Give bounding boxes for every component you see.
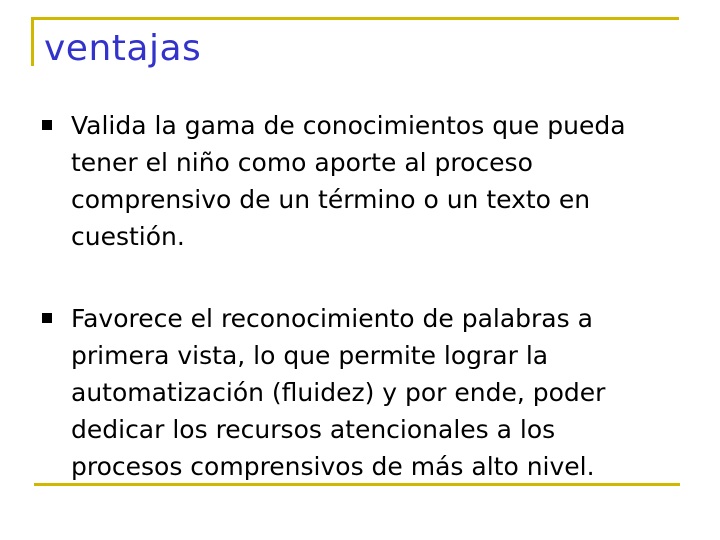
bullet-text: Favorece el reconocimiento de palabras a primera vista, lo que permite lograr la automatización (fluidez) y por ende, poder dedicar los recursos atencionales a los procesos comprensivos de más alto nivel. [71, 304, 606, 481]
frame-top-rule [31, 17, 679, 20]
frame-left-rule [31, 17, 34, 66]
frame-bottom-rule [34, 483, 680, 486]
slide-title: ventajas [44, 28, 202, 69]
bullet-text: Valida la gama de conocimientos que pueda tener el niño como aporte al proceso comprensivo de un término o un texto en cuestión. [71, 111, 626, 251]
square-bullet-icon [42, 313, 52, 323]
square-bullet-icon [42, 120, 52, 130]
